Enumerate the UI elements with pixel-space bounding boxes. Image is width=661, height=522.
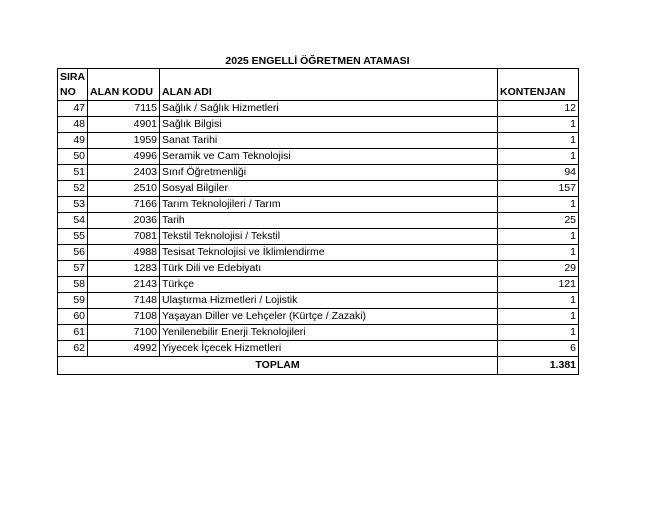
table-row (58, 229, 579, 245)
row-kontenjan-cell: 121 (498, 277, 579, 293)
row-alan-kodu-cell: 7148 (88, 293, 160, 309)
row-sira-cell: 50 (58, 149, 88, 165)
row-sira-cell: 52 (58, 181, 88, 197)
row-alan-adi-cell: Yiyecek İçecek Hizmetleri (160, 341, 498, 357)
row-sira-cell: 62 (58, 341, 88, 357)
row-sira-cell: 47 (58, 101, 88, 117)
row-sira-cell: 59 (58, 293, 88, 309)
table-row (58, 117, 579, 133)
row-alan-adi-cell: Tarih (160, 213, 498, 229)
row-sira-cell: 56 (58, 245, 88, 261)
row-kontenjan-cell: 1 (498, 309, 579, 325)
row-sira-cell: 51 (58, 165, 88, 181)
table-row (58, 181, 579, 197)
row-alan-kodu-cell: 7115 (88, 101, 160, 117)
row-alan-kodu-cell: 2510 (88, 181, 160, 197)
row-alan-adi-cell: Tekstil Teknolojisi / Tekstil (160, 229, 498, 245)
header-sira-no (58, 69, 88, 101)
row-alan-kodu-cell: 4996 (88, 149, 160, 165)
row-sira-cell: 48 (58, 117, 88, 133)
table-row (58, 325, 579, 341)
row-alan-kodu-cell: 1283 (88, 261, 160, 277)
row-kontenjan-cell: 12 (498, 101, 579, 117)
total-label: TOPLAM (58, 357, 498, 375)
header-alan-adi: ALAN ADI (160, 69, 498, 101)
document-title: 2025 ENGELLİ ÖĞRETMEN ATAMASI (225, 55, 410, 67)
row-kontenjan-cell: 1 (498, 229, 579, 245)
row-sira-cell: 54 (58, 213, 88, 229)
table-row (58, 149, 579, 165)
row-alan-kodu-cell: 7100 (88, 325, 160, 341)
row-alan-adi-cell: Ulaştırma Hizmetleri / Lojistik (160, 293, 498, 309)
total-value: 1.381 (498, 357, 579, 375)
row-alan-adi-cell: Yaşayan Diller ve Lehçeler (Kürtçe / Zazaki) (160, 309, 498, 325)
row-alan-adi-cell: Sınıf Öğretmenliği (160, 165, 498, 181)
header-kontenjan: KONTENJAN (498, 69, 579, 101)
row-alan-adi-cell: Sağlık Bilgisi (160, 117, 498, 133)
row-sira-cell: 57 (58, 261, 88, 277)
row-alan-kodu-cell: 2143 (88, 277, 160, 293)
table-row (58, 245, 579, 261)
table-row (58, 165, 579, 181)
row-kontenjan-cell: 1 (498, 133, 579, 149)
row-alan-kodu-cell: 2036 (88, 213, 160, 229)
row-kontenjan-cell: 1 (498, 197, 579, 213)
row-kontenjan-cell: 6 (498, 341, 579, 357)
row-alan-kodu-cell: 7166 (88, 197, 160, 213)
row-alan-adi-cell: Tarım Teknolojileri / Tarım (160, 197, 498, 213)
row-sira-cell: 60 (58, 309, 88, 325)
row-alan-adi-cell: Türkçe (160, 277, 498, 293)
row-sira-cell: 53 (58, 197, 88, 213)
row-alan-adi-cell: Yenilenebilir Enerji Teknolojileri (160, 325, 498, 341)
row-alan-adi-cell: Türk Dili ve Edebiyatı (160, 261, 498, 277)
table-row (58, 101, 579, 117)
table-row (58, 213, 579, 229)
header-alan-kodu: ALAN KODU (88, 69, 160, 101)
header-sira-line2: NO (60, 86, 76, 98)
table-row (58, 261, 579, 277)
row-alan-kodu-cell: 7108 (88, 309, 160, 325)
assignment-table (57, 68, 579, 375)
table-row (58, 341, 579, 357)
row-kontenjan-cell: 1 (498, 293, 579, 309)
row-kontenjan-cell: 29 (498, 261, 579, 277)
row-alan-kodu-cell: 2403 (88, 165, 160, 181)
row-kontenjan-cell: 94 (498, 165, 579, 181)
row-sira-cell: 58 (58, 277, 88, 293)
row-sira-cell: 49 (58, 133, 88, 149)
table-row (58, 309, 579, 325)
row-alan-adi-cell: Sanat Tarihi (160, 133, 498, 149)
row-kontenjan-cell: 1 (498, 149, 579, 165)
row-alan-adi-cell: Tesisat Teknolojisi ve İklimlendirme (160, 245, 498, 261)
row-kontenjan-cell: 157 (498, 181, 579, 197)
table-header-row (58, 69, 579, 101)
row-kontenjan-cell: 1 (498, 245, 579, 261)
row-alan-adi-cell: Sağlık / Sağlık Hizmetleri (160, 101, 498, 117)
row-alan-adi-cell: Sosyal Bilgiler (160, 181, 498, 197)
row-alan-kodu-cell: 7081 (88, 229, 160, 245)
row-sira-cell: 61 (58, 325, 88, 341)
table-total-row (58, 357, 579, 375)
row-kontenjan-cell: 1 (498, 117, 579, 133)
row-alan-adi-cell: Seramik ve Cam Teknolojisi (160, 149, 498, 165)
row-kontenjan-cell: 25 (498, 213, 579, 229)
row-alan-kodu-cell: 1959 (88, 133, 160, 149)
table-row (58, 197, 579, 213)
row-kontenjan-cell: 1 (498, 325, 579, 341)
header-sira-line1: SIRA (60, 71, 86, 83)
table-row (58, 133, 579, 149)
row-alan-kodu-cell: 4988 (88, 245, 160, 261)
table-row (58, 277, 579, 293)
row-alan-kodu-cell: 4901 (88, 117, 160, 133)
row-sira-cell: 55 (58, 229, 88, 245)
row-alan-kodu-cell: 4992 (88, 341, 160, 357)
table-row (58, 293, 579, 309)
